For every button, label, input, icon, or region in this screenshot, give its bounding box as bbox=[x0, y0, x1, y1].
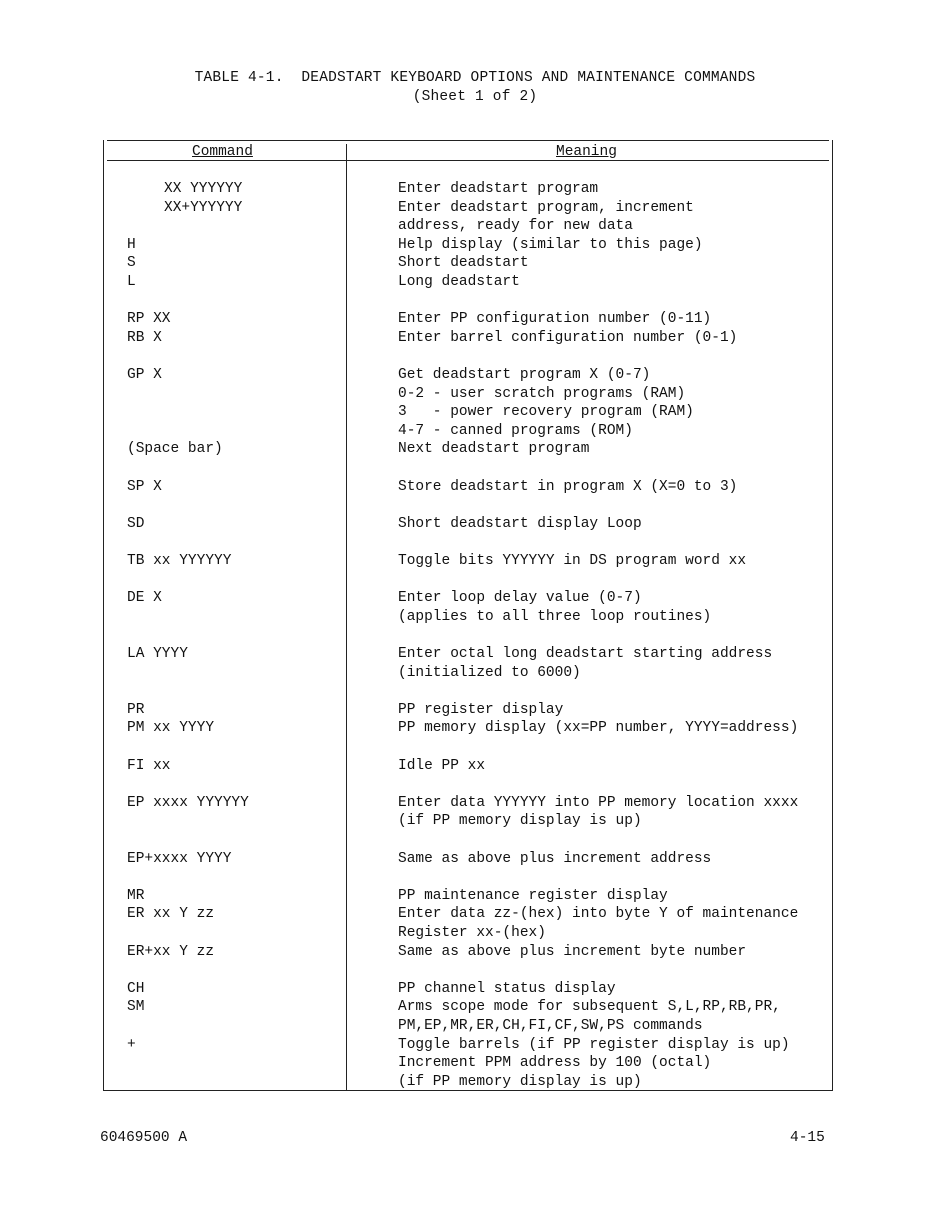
meaning-cell: Enter loop delay value (0-7) bbox=[398, 590, 642, 607]
meaning-cell: Get deadstart program X (0-7) bbox=[398, 367, 651, 383]
command-cell: ER+xx Y zz bbox=[127, 943, 215, 960]
meaning-cell: Register xx-(hex) bbox=[398, 925, 546, 941]
meaning-cell: 3 - power recovery program (RAM) bbox=[398, 404, 694, 421]
document-number: 60469500 A bbox=[100, 1130, 188, 1146]
meaning-cell: Enter octal long deadstart starting address bbox=[398, 646, 773, 662]
meaning-cell: Enter barrel configuration number (0-1) bbox=[398, 329, 738, 346]
page-number: 4-15 bbox=[790, 1130, 825, 1146]
command-cell: SD bbox=[127, 515, 145, 532]
table-title: TABLE 4-1. DEADSTART KEYBOARD OPTIONS AND MAINTENANCE COMMANDS bbox=[194, 70, 756, 86]
table-header-rule bbox=[107, 160, 829, 161]
meaning-cell: Enter PP configuration number (0-11) bbox=[398, 311, 712, 328]
command-cell: + bbox=[127, 1036, 136, 1053]
sheet-indicator: (Sheet 1 of 2) bbox=[412, 89, 538, 105]
meaning-cell: Enter deadstart program, increment bbox=[398, 199, 694, 216]
command-cell: (Space bar) bbox=[127, 441, 223, 458]
meaning-cell: Toggle barrels (if PP register display is up) bbox=[398, 1036, 790, 1053]
command-cell: GP X bbox=[127, 367, 162, 383]
meaning-cell: Enter deadstart program bbox=[398, 181, 599, 197]
command-cell: PM xx YYYY bbox=[127, 720, 215, 737]
command-cell: MR bbox=[127, 887, 145, 904]
meaning-cell: Enter data zz-(hex) into byte Y of maintenance bbox=[398, 906, 799, 923]
meaning-cell: 4-7 - canned programs (ROM) bbox=[398, 422, 633, 439]
meaning-cell: PP register display bbox=[398, 701, 564, 718]
meaning-cell: Long deadstart bbox=[398, 274, 520, 290]
table-top-rule bbox=[107, 140, 829, 141]
command-cell: RB X bbox=[127, 329, 162, 346]
meaning-cell: Same as above plus increment address bbox=[398, 850, 712, 867]
command-cell: RP XX bbox=[127, 311, 171, 328]
command-cell: DE X bbox=[127, 590, 162, 607]
meaning-cell: (initialized to 6000) bbox=[398, 664, 581, 681]
meaning-cell: (applies to all three loop routines) bbox=[398, 608, 712, 625]
command-cell: PR bbox=[127, 701, 145, 718]
meaning-cell: (if PP memory display is up) bbox=[398, 1073, 642, 1090]
meaning-cell: 0-2 - user scratch programs (RAM) bbox=[398, 385, 686, 402]
meaning-cell: Short deadstart bbox=[398, 255, 529, 272]
meaning-cell: address, ready for new data bbox=[398, 218, 633, 235]
command-cell: XX+YYYYYY bbox=[164, 199, 243, 216]
column-divider bbox=[346, 144, 347, 1090]
command-cell: FI xx bbox=[127, 757, 171, 774]
command-cell: EP xxxx YYYYYY bbox=[127, 794, 249, 811]
command-cell: SM bbox=[127, 999, 145, 1016]
meaning-cell: Toggle bits YYYYYY in DS program word xx bbox=[398, 553, 747, 569]
command-cell: CH bbox=[127, 980, 145, 997]
meaning-cell: PP channel status display bbox=[398, 980, 616, 997]
command-cell: SP X bbox=[127, 478, 162, 495]
command-cell: L bbox=[127, 274, 136, 290]
command-cell: EP+xxxx YYYY bbox=[127, 850, 232, 867]
column-header-meaning: Meaning bbox=[556, 144, 617, 160]
meaning-cell: Increment PPM address by 100 (octal) bbox=[398, 1055, 712, 1072]
meaning-cell: PP maintenance register display bbox=[398, 887, 668, 904]
meaning-cell: PM,EP,MR,ER,CH,FI,CF,SW,PS commands bbox=[398, 1018, 703, 1034]
command-cell: LA YYYY bbox=[127, 646, 188, 662]
meaning-cell: Short deadstart display Loop bbox=[398, 515, 642, 532]
command-cell: S bbox=[127, 255, 136, 272]
command-cell: H bbox=[127, 236, 136, 253]
column-header-command: Command bbox=[192, 144, 253, 160]
meaning-cell: Idle PP xx bbox=[398, 757, 486, 774]
command-cell: ER xx Y zz bbox=[127, 906, 215, 923]
meaning-cell: Help display (similar to this page) bbox=[398, 236, 703, 253]
meaning-cell: (if PP memory display is up) bbox=[398, 813, 642, 830]
meaning-cell: Store deadstart in program X (X=0 to 3) bbox=[398, 478, 738, 495]
meaning-cell: Same as above plus increment byte number bbox=[398, 943, 747, 960]
meaning-cell: PP memory display (xx=PP number, YYYY=address) bbox=[398, 720, 799, 737]
meaning-cell: Arms scope mode for subsequent S,L,RP,RB,PR, bbox=[398, 999, 781, 1016]
meaning-cell: Enter data YYYYYY into PP memory location xxxx bbox=[398, 794, 799, 811]
command-cell: XX YYYYYY bbox=[164, 181, 243, 197]
command-cell: TB xx YYYYYY bbox=[127, 553, 232, 569]
meaning-cell: Next deadstart program bbox=[398, 441, 590, 458]
